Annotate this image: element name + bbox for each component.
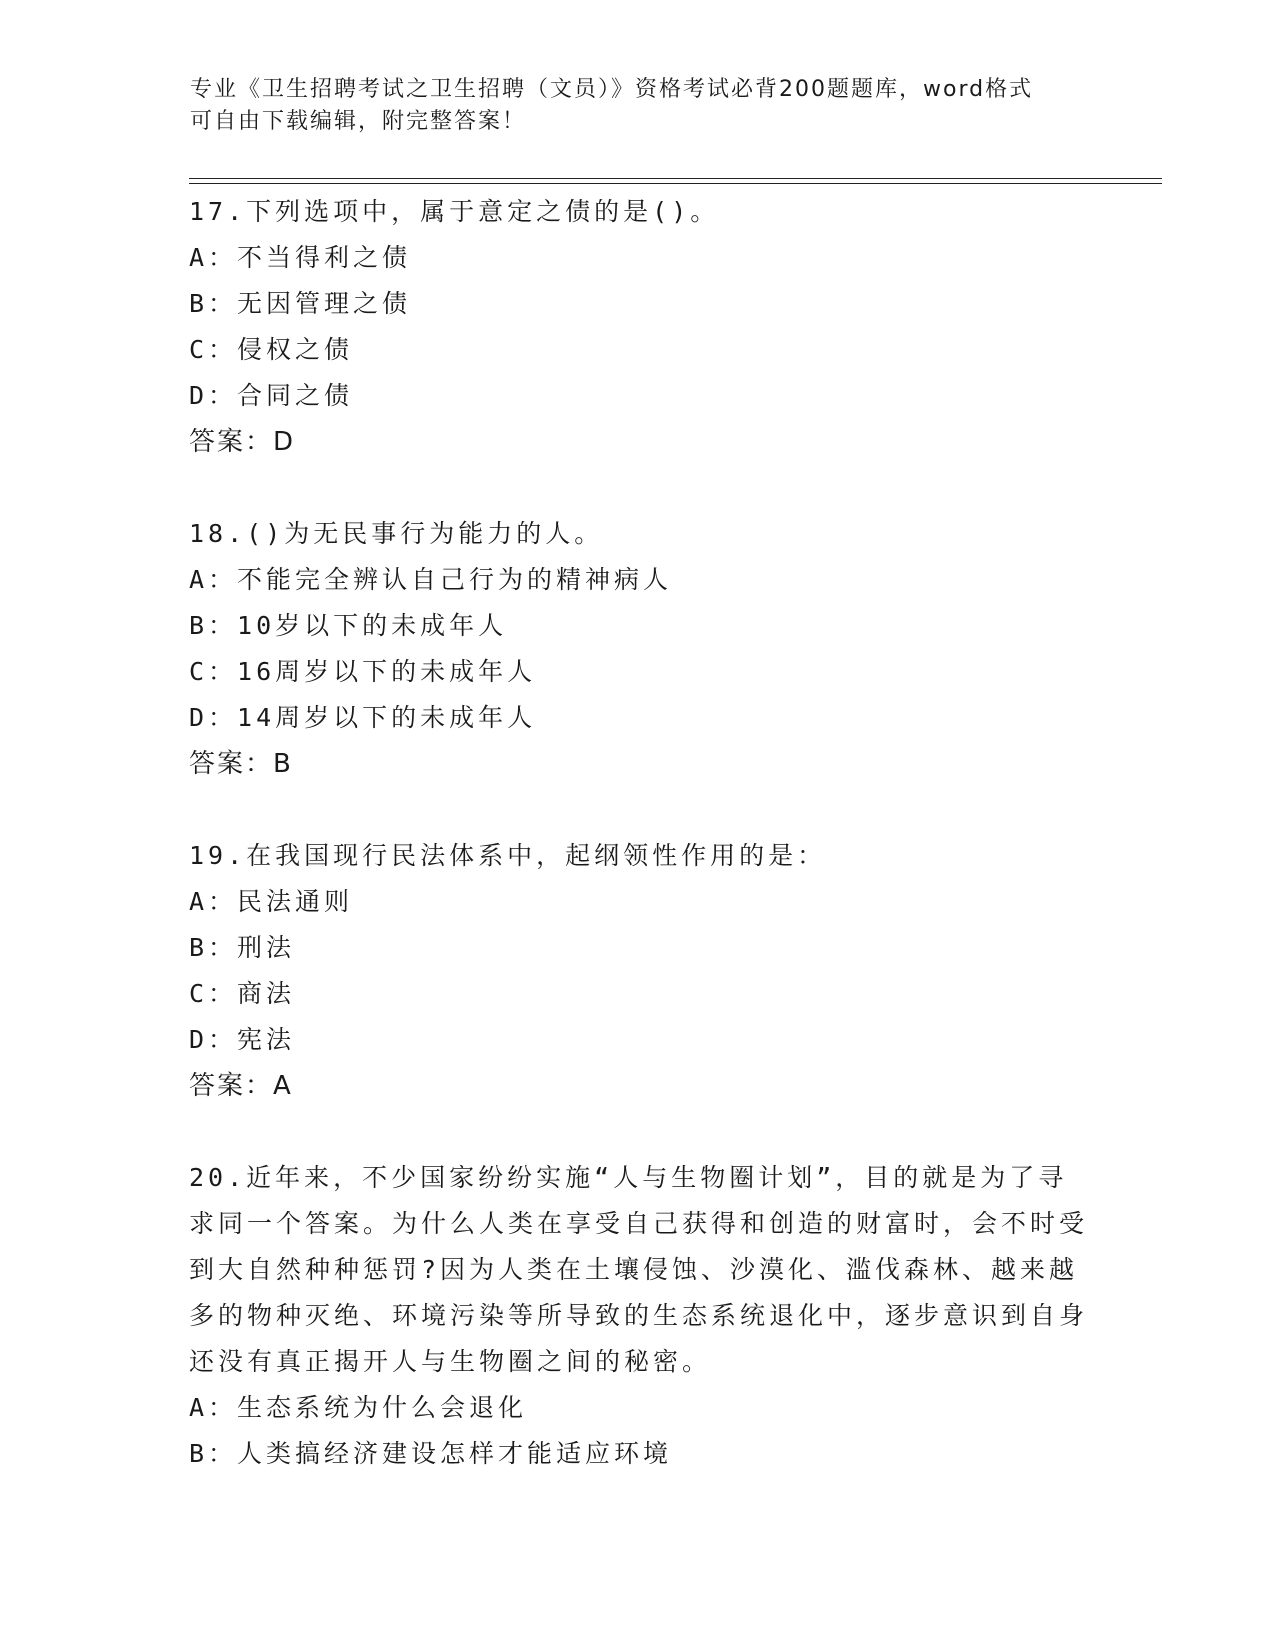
option-c: C：16周岁以下的未成年人 (189, 657, 537, 686)
question-stem: 19.在我国现行民法体系中，起纲领性作用的是： (189, 841, 827, 870)
question-17 (189, 189, 1089, 465)
option-a: A：民法通则 (189, 887, 354, 916)
question-20 (189, 1155, 1089, 1477)
header-line-1: 专业《卫生招聘考试之卫生招聘（文员）》资格考试必背200题题库，word格式 (190, 77, 1034, 102)
document-header (190, 74, 1090, 138)
question-stem: 17.下列选项中，属于意定之债的是()。 (189, 197, 720, 226)
option-a: A：不能完全辨认自己行为的精神病人 (189, 565, 673, 594)
question-stem: 20.近年来，不少国家纷纷实施“人与生物圈计划”，目的就是为了寻求同一个答案。为什么人类在享受自己获得和创造的财富时，会不时受到大自然种种惩罚?因为人类在土壤侵蚀、沙漠化、滥伐森林、越来越多的物种灭绝、环境污染等所导致的生态系统退化中，逐步意识到自身还没有真正揭开人与生物圈之间的秘密。 (189, 1163, 1089, 1376)
question-list (189, 189, 1089, 1523)
header-divider-bottom (189, 183, 1162, 184)
option-c: C：侵权之债 (189, 335, 354, 364)
option-b: B：刑法 (189, 933, 296, 962)
question-19 (189, 833, 1089, 1109)
answer-line: 答案：B (189, 749, 293, 779)
question-18 (189, 511, 1089, 787)
question-stem: 18.()为无民事行为能力的人。 (189, 519, 604, 548)
option-b: B：10岁以下的未成年人 (189, 611, 508, 640)
answer-line: 答案：A (189, 1071, 293, 1101)
option-d: D：宪法 (189, 1025, 296, 1054)
option-d: D：14周岁以下的未成年人 (189, 703, 537, 732)
answer-line: 答案：D (189, 427, 296, 457)
option-b: B：人类搞经济建设怎样才能适应环境 (189, 1439, 673, 1468)
option-a: A：生态系统为什么会退化 (189, 1393, 528, 1422)
option-d: D：合同之债 (189, 381, 354, 410)
option-b: B：无因管理之债 (189, 289, 412, 318)
option-a: A：不当得利之债 (189, 243, 412, 272)
header-line-2: 可自由下载编辑，附完整答案！ (190, 109, 527, 134)
header-divider-top (189, 178, 1162, 179)
option-c: C：商法 (189, 979, 296, 1008)
